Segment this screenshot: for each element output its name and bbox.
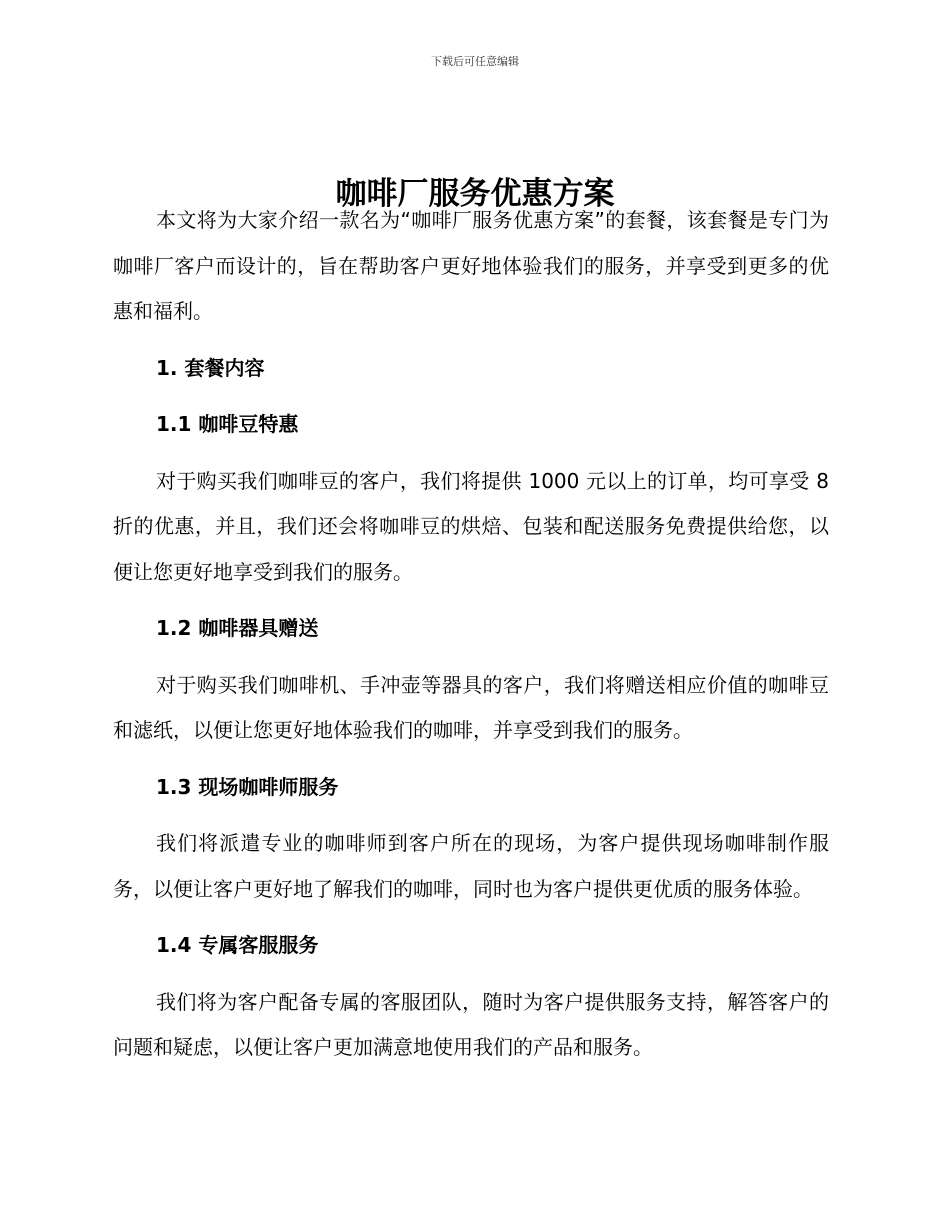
section-1-1-body: 对于购买我们咖啡豆的客户，我们将提供 1000 元以上的订单，均可享受 8 折的优惠，并且，我们还会将咖啡豆的烘焙、包装和配送服务免费提供给您，以便让您更好地享受到我们的服务。 <box>113 468 829 584</box>
section-1-3-heading: 1.3 现场咖啡师服务 <box>156 774 339 799</box>
page-header-note: 下载后可任意编辑 <box>431 55 519 68</box>
spacer <box>113 652 829 663</box>
spacer <box>113 391 829 402</box>
document-title: 咖啡厂服务优惠方案 <box>335 175 615 212</box>
section-1-2-body: 对于购买我们咖啡机、手冲壶等器具的客户，我们将赠送相应价值的咖啡豆和滤纸，以便让您更好地体验我们的咖啡，并享受到我们的服务。 <box>113 672 829 742</box>
section-1-3-body: 我们将派遣专业的咖啡师到客户所在的现场，为客户提供现场咖啡制作服务，以便让客户更好地了解我们的咖啡，同时也为客户提供更优质的服务体验。 <box>113 831 829 901</box>
spacer <box>113 335 829 346</box>
spacer <box>113 754 829 765</box>
section-1-2-heading: 1.2 咖啡器具赠送 <box>156 616 319 640</box>
section-1-heading: 1. 套餐内容 <box>156 355 265 380</box>
spacer <box>113 595 829 606</box>
section-1-4-heading: 1.4 专属客服服务 <box>156 933 319 957</box>
section-1-1-heading: 1.1 咖啡豆特惠 <box>156 412 299 436</box>
intro-paragraph: 本文将为大家介绍一款名为“咖啡厂服务优惠方案”的套餐，该套餐是专门为咖啡厂客户而设计的，旨在帮助客户更好地体验我们的服务，并享受到更多的优惠和福利。 <box>113 208 829 323</box>
section-1-4-body: 我们将为客户配备专属的客服团队，随时为客户提供服务支持，解答客户的问题和疑虑，以便让客户更加满意地使用我们的产品和服务。 <box>113 989 829 1059</box>
spacer <box>113 912 829 923</box>
spacer <box>113 448 829 459</box>
spacer <box>113 810 829 821</box>
spacer <box>113 969 829 980</box>
document-body <box>113 198 829 1071</box>
